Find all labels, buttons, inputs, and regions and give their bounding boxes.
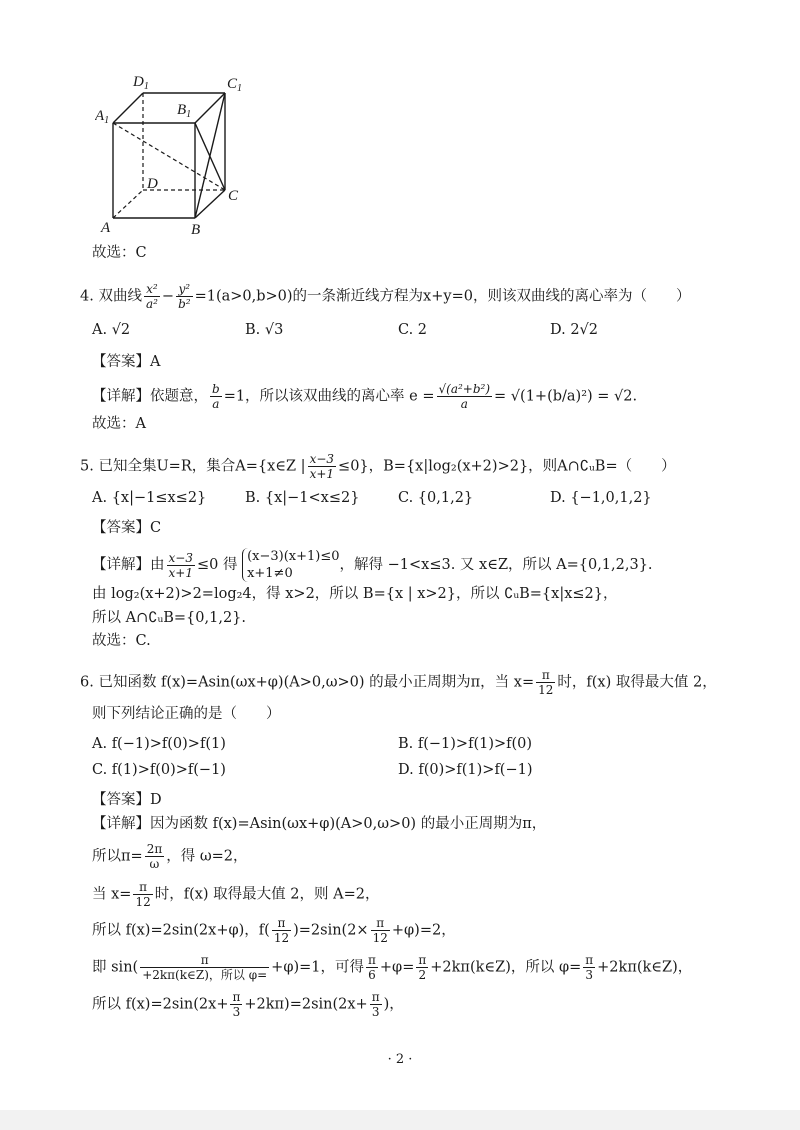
q5-option-b: B. {x|−1<x≤2} bbox=[245, 490, 360, 506]
label-c: C bbox=[228, 188, 239, 204]
q5-detail-line2: 由 log₂(x+2)>2=log₂4，得 x>2，所以 B={x | x>2}，所以 ∁ᵤB={x|x≤2}， bbox=[92, 586, 618, 602]
q6-answer: 【答案】D bbox=[92, 792, 162, 808]
cube-figure bbox=[95, 68, 255, 238]
q6-detail-4: 所以 f(x)=2sin(2x+φ)，f( $\frac{\pi}{12}$ )=2sin(2× $\frac{\pi}{12}$ +φ)=2， bbox=[92, 916, 456, 945]
q5-choose: 故选：C. bbox=[92, 633, 151, 649]
q5-option-a: A. {x|−1≤x≤2} bbox=[92, 490, 207, 506]
q6-option-b: B. f(−1)>f(1)>f(0) bbox=[398, 736, 533, 752]
q6-detail-2: 所以π= $\frac{2\pi}{\omega}$ ，得 ω=2， bbox=[92, 842, 248, 871]
q5-answer: 【答案】C bbox=[92, 520, 162, 536]
q6-detail-1: 【详解】因为函数 f(x)=Asin(ωx+φ)(A>0,ω>0) 的最小正周期为π， bbox=[92, 816, 547, 832]
q4-option-d: D. 2√2 bbox=[550, 322, 599, 338]
label-d: D bbox=[147, 176, 158, 192]
q4-option-c: C. 2 bbox=[398, 322, 428, 338]
label-d1: $D_1$ bbox=[133, 74, 149, 92]
page-number: · 2 · bbox=[387, 1052, 413, 1067]
q3-choose: 故选：C bbox=[92, 245, 147, 261]
q5-brace-system: (x−3)(x+1)≤0 x+1≠0 bbox=[242, 548, 339, 582]
label-b1: $B_1$ bbox=[177, 102, 192, 120]
q6-detail-6: 所以 f(x)=2sin(2x+ $\frac{\pi}{3}$ +2kπ)=2sin(2x+ $\frac{\pi}{3}$ )， bbox=[92, 990, 404, 1019]
label-c1: $C_1$ bbox=[227, 76, 243, 94]
label-a1: $A_1$ bbox=[95, 108, 110, 126]
q5-detail: 【详解】由 $\frac{x-3}{x+1}$ ≤0 得 (x−3)(x+1)≤0 x+1≠0 ，解得 −1<x≤3. 又 x∈Z，所以 A={0,1,2,3}. bbox=[92, 549, 653, 581]
q5-option-d: D. {−1,0,1,2} bbox=[550, 490, 652, 506]
label-a: A bbox=[101, 220, 111, 236]
q4-option-b: B. √3 bbox=[245, 322, 284, 338]
q4-answer: 【答案】A bbox=[92, 354, 161, 370]
q5-option-c: C. {0,1,2} bbox=[398, 490, 474, 506]
q4-stem: 4. 双曲线 $\frac{\text{x²}}{\text{a²}}$ − $\frac{\text{y²}}{\text{b²}}$ =1(a>0,b>0)的一条渐近线方程为x+y=0，则该双曲线的离心率为（ ） bbox=[80, 282, 691, 311]
q6-stem-line2: 则下列结论正确的是（ ） bbox=[92, 706, 281, 722]
q6-detail-5: 即 sin( $\frac{\pi}{\text{+2kπ(k∈Z)，所以 φ=}}$ +φ)=1，可得 $\frac{\pi}{6}$ +φ= $\frac{\pi}{2}$ +2kπ(k∈Z)，所以 φ= $\frac{\pi}{3}$ +2kπ(k∈Z)， bbox=[92, 953, 693, 982]
page-bottom-edge bbox=[0, 1110, 800, 1130]
q4-detail: 【详解】依题意， $\frac{b}{a}$ =1，所以该双曲线的离心率 e = $\frac{\text{√(a²+b²)}}{a}$ = √(1+(b/a)²) = √2. bbox=[92, 382, 638, 411]
q5-detail-line3: 所以 A∩∁ᵤB={0,1,2}. bbox=[92, 610, 246, 626]
q6-stem: 6. 已知函数 f(x)=Asin(ωx+φ)(A>0,ω>0) 的最小正周期为π，当 x= $\frac{\pi}{12}$ 时，f(x) 取得最大值 2， bbox=[80, 668, 717, 697]
q6-option-a: A. f(−1)>f(0)>f(1) bbox=[92, 736, 226, 752]
q6-detail-3: 当 x= $\frac{\pi}{12}$ 时，f(x) 取得最大值 2，则 A=2， bbox=[92, 880, 380, 909]
q4-option-a: A. √2 bbox=[92, 322, 131, 338]
label-b: B bbox=[191, 222, 201, 238]
q4-choose: 故选：A bbox=[92, 416, 146, 432]
q6-option-c: C. f(1)>f(0)>f(−1) bbox=[92, 762, 226, 778]
q6-option-d: D. f(0)>f(1)>f(−1) bbox=[398, 762, 533, 778]
q5-stem: 5. 已知全集U=R，集合A={x∈Z | $\frac{x-3}{x+1}$ ≤0}，B={x|log₂(x+2)>2}，则A∩∁ᵤB=（ ） bbox=[80, 452, 676, 481]
